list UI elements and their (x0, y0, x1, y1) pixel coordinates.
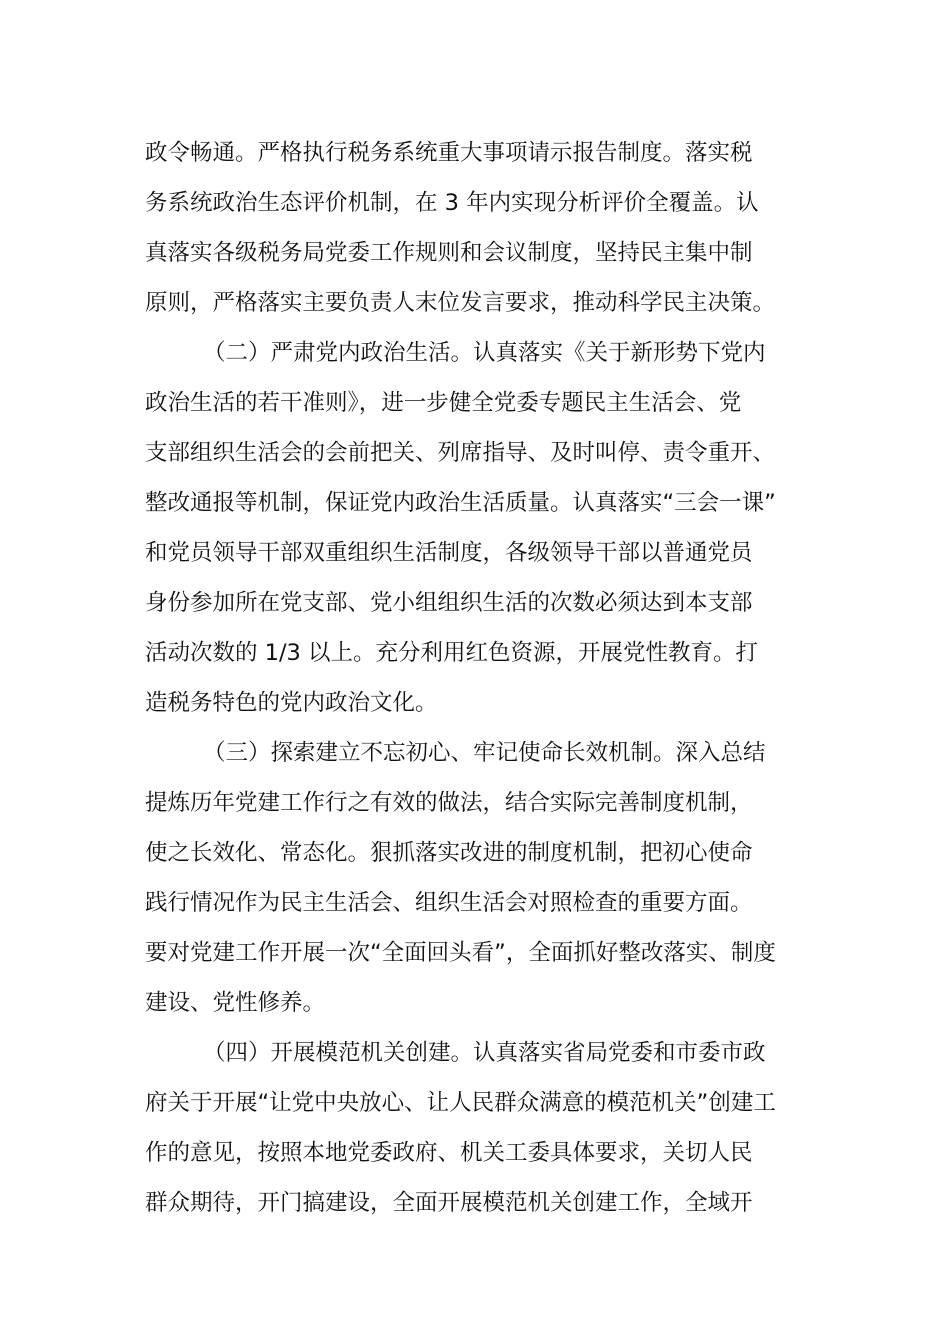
text-line: 和党员领导干部双重组织生活制度，各级领导干部以普通党员 (145, 540, 753, 566)
section-heading-line: （四）开展模范机关创建。认真落实省局党委和市委市政 (203, 1040, 766, 1066)
text-line: 活动次数的 1/3 以上。充分利用红色资源，开展党性教育。打 (145, 640, 759, 666)
text-line: 支部组织生活会的会前把关、列席指导、及时叫停、责令重开、 (145, 440, 776, 466)
text-line: 要对党建工作开展一次“全面回头看”，全面抓好整改落实、制度 (145, 940, 776, 966)
text-line: 提炼历年党建工作行之有效的做法，结合实际完善制度机制， (145, 790, 753, 816)
text-line: 践行情况作为民主生活会、组织生活会对照检查的重要方面。 (145, 890, 753, 916)
text-line: 政治生活的若干准则》，进一步健全党委专题民主生活会、党 (145, 390, 742, 416)
text-line: 原则，严格落实主要负责人末位发言要求，推动科学民主决策。 (145, 290, 776, 316)
text-line: 使之长效化、常态化。狠抓落实改进的制度机制，把初心使命 (145, 840, 753, 866)
text-line: 建设、党性修养。 (145, 990, 326, 1016)
text-line: 府关于开展“让党中央放心、让人民群众满意的模范机关”创建工 (145, 1090, 776, 1116)
document-body (145, 128, 810, 1228)
text-line: 整改通报等机制，保证党内政治生活质量。认真落实“三会一课” (145, 490, 776, 516)
section-heading-line: （二）严肃党内政治生活。认真落实《关于新形势下党内 (203, 340, 766, 366)
section-heading-line: （三）探索建立不忘初心、牢记使命长效机制。深入总结 (203, 740, 766, 766)
text-line: 真落实各级税务局党委工作规则和会议制度，坚持民主集中制 (145, 240, 753, 266)
text-line: 务系统政治生态评价机制，在 3 年内实现分析评价全覆盖。认 (145, 190, 759, 216)
text-line: 身份参加所在党支部、党小组组织生活的次数必须达到本支部 (145, 590, 753, 616)
text-line: 政令畅通。严格执行税务系统重大事项请示报告制度。落实税 (145, 140, 753, 166)
text-line: 群众期待，开门搞建设，全面开展模范机关创建工作，全域开 (145, 1190, 753, 1216)
text-line: 造税务特色的党内政治文化。 (145, 690, 438, 716)
text-line: 作的意见，按照本地党委政府、机关工委具体要求，关切人民 (145, 1140, 753, 1166)
